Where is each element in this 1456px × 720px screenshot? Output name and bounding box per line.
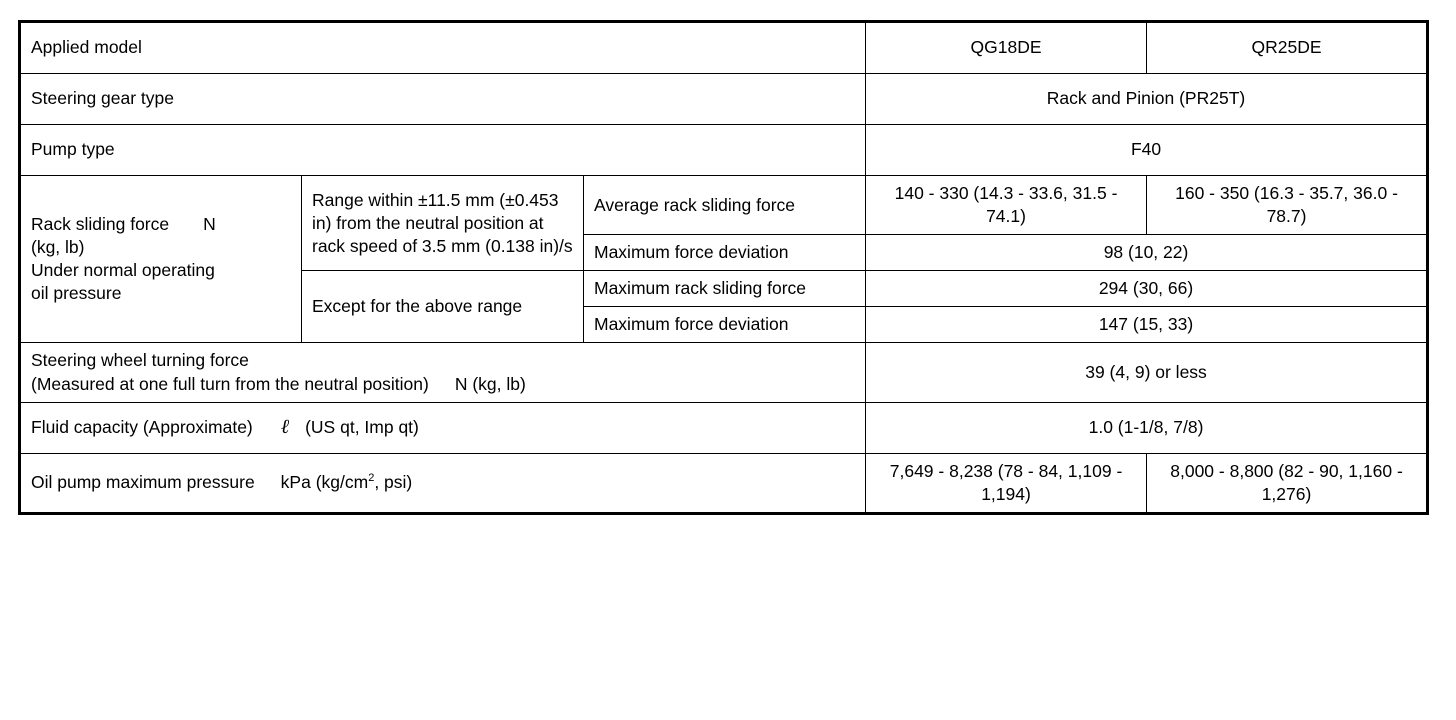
cell-applied-model-label: Applied model: [20, 22, 866, 74]
cell-oil-pump-max-pressure-qg18de: 7,649 - 8,238 (78 - 84, 1,109 - 1,194): [866, 453, 1147, 513]
table-row: [20, 125, 1428, 176]
rack-sliding-force-line4: oil pressure: [31, 283, 122, 304]
cell-max-force-deviation-b-value: 147 (15, 33): [866, 307, 1428, 343]
cell-pump-type-value: F40: [866, 125, 1428, 176]
liter-symbol: ℓ: [280, 416, 290, 439]
oil-pump-unit-exponent: 2: [368, 472, 375, 485]
steering-wheel-turning-force-line1: Steering wheel turning force: [31, 350, 249, 371]
oil-pump-unit-pre: kPa (kg/cm: [280, 472, 369, 493]
cell-rack-sliding-force-label: [20, 176, 302, 343]
oil-pump-unit-post: , psi): [374, 472, 413, 493]
cell-applied-model-qr25de: QR25DE: [1147, 22, 1428, 74]
cell-pump-type-label: Pump type: [20, 125, 866, 176]
cell-steering-wheel-turning-force-label: [20, 343, 866, 402]
fluid-capacity-text: Fluid capacity (Approximate): [31, 417, 253, 438]
cell-oil-pump-max-pressure-label: [20, 453, 866, 513]
steering-wheel-turning-force-unit: N (kg, lb): [454, 373, 526, 394]
cell-max-force-deviation-b-label: Maximum force deviation: [584, 307, 866, 343]
fluid-capacity-units: (US qt, Imp qt): [305, 417, 419, 438]
table-row: [20, 402, 1428, 453]
specifications-table: [18, 20, 1429, 515]
cell-steering-wheel-turning-force-value: 39 (4, 9) or less: [866, 343, 1428, 402]
cell-applied-model-qg18de: QG18DE: [866, 22, 1147, 74]
rack-sliding-force-line1: [31, 213, 291, 236]
oil-pump-max-pressure-text: Oil pump maximum pressure: [31, 472, 255, 493]
rack-sliding-force-text: Rack sliding force: [31, 214, 170, 235]
cell-max-rack-sliding-force-label: Maximum rack sliding force: [584, 271, 866, 307]
cell-condition-range-within: Range within ±11.5 mm (±0.453 in) from the neutral position at rack speed of 3.5 mm (0.138 in)/s: [302, 176, 584, 271]
rack-sliding-force-unit: N: [203, 214, 216, 235]
cell-oil-pump-max-pressure-qr25de: 8,000 - 8,800 (82 - 90, 1,160 - 1,276): [1147, 453, 1428, 513]
cell-average-rack-sliding-force-label: Average rack sliding force: [584, 176, 866, 235]
table-row: [20, 453, 1428, 513]
steering-wheel-turning-force-measured: (Measured at one full turn from the neutral position): [31, 373, 429, 394]
cell-condition-except-above: Except for the above range: [302, 271, 584, 343]
steering-wheel-turning-force-line2: [31, 373, 855, 396]
table-row: [20, 22, 1428, 74]
cell-average-rack-sliding-force-qg18de: 140 - 330 (14.3 - 33.6, 31.5 - 74.1): [866, 176, 1147, 235]
cell-steering-gear-type-value: Rack and Pinion (PR25T): [866, 74, 1428, 125]
cell-max-force-deviation-a-label: Maximum force deviation: [584, 235, 866, 271]
table-row: [20, 74, 1428, 125]
table-row: [20, 176, 1428, 235]
cell-average-rack-sliding-force-qr25de: 160 - 350 (16.3 - 35.7, 36.0 - 78.7): [1147, 176, 1428, 235]
rack-sliding-force-line2: (kg, lb): [31, 237, 85, 258]
rack-sliding-force-line3: Under normal operating: [31, 260, 215, 281]
cell-fluid-capacity-value: 1.0 (1-1/8, 7/8): [866, 402, 1428, 453]
cell-max-rack-sliding-force-value: 294 (30, 66): [866, 271, 1428, 307]
table-row: [20, 343, 1428, 402]
cell-fluid-capacity-label: [20, 402, 866, 453]
cell-max-force-deviation-a-value: 98 (10, 22): [866, 235, 1428, 271]
cell-steering-gear-type-label: Steering gear type: [20, 74, 866, 125]
